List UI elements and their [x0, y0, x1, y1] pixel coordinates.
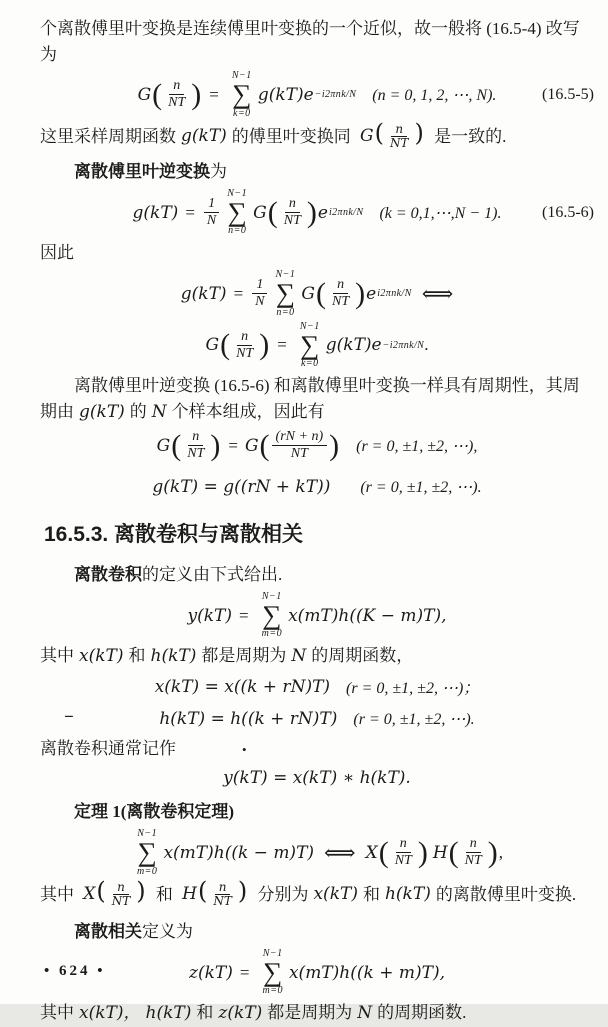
- equation-G-periodic: [40, 429, 594, 462]
- numerator: n: [396, 836, 411, 853]
- paren: (: [171, 428, 182, 462]
- sigma-symbol: ∑: [232, 79, 252, 109]
- denominator: NT: [213, 894, 232, 909]
- text-run: 其中: [40, 1003, 74, 1023]
- condition: (r = 0, ±1, ±2, ⋯).: [360, 479, 482, 497]
- math-X-frac: [83, 877, 146, 909]
- paragraph-dft-of-xh: [40, 877, 594, 910]
- math-G-frac: [360, 119, 425, 151]
- text-run: 和: [128, 646, 146, 666]
- equation-body: [131, 829, 503, 877]
- math-text: G: [301, 283, 316, 304]
- paren: ): [355, 276, 366, 310]
- sum-upper-limit: N−1: [227, 187, 248, 199]
- fraction: [391, 836, 416, 869]
- sigma-symbol: ∑: [300, 329, 320, 360]
- summation: [137, 829, 157, 877]
- math-text: e: [317, 202, 328, 223]
- fraction: [461, 836, 486, 869]
- text-run: 的周期函数.: [377, 1003, 467, 1023]
- math-text: H: [432, 842, 448, 863]
- denominator: NT: [168, 95, 186, 111]
- sum-lower-limit: m=0: [262, 985, 283, 997]
- math-text: G: [156, 435, 171, 456]
- equals-sign: =: [239, 605, 249, 625]
- condition: (r = 0, ±1, ±2, ⋯).: [353, 710, 475, 728]
- equation-body: [133, 189, 502, 237]
- math-text: y(kT) = x(kT) ∗ h(kT).: [223, 768, 411, 789]
- text-run: 其中: [40, 884, 74, 904]
- paren: ): [259, 328, 270, 362]
- sum-upper-limit: N−1: [275, 268, 296, 280]
- math-text: x(mT)h((K − m)T),: [288, 605, 447, 626]
- paragraph-notation: [40, 736, 594, 762]
- numerator: n: [215, 881, 231, 896]
- summation: [300, 322, 320, 370]
- summation: [227, 189, 247, 237]
- text-run: 和: [362, 884, 380, 904]
- fraction: [251, 277, 268, 310]
- paragraph-periodic-functions: [40, 643, 594, 670]
- paren: ): [414, 119, 424, 148]
- paren: (: [220, 328, 231, 362]
- numerator: n: [466, 836, 481, 853]
- paragraph-inverse-dft-lead: [40, 159, 594, 185]
- math-gkt: g(kT): [181, 126, 227, 147]
- paragraph-periodicity: [40, 373, 594, 425]
- equation-body: [189, 949, 445, 997]
- numerator: (rN + n): [272, 429, 328, 446]
- math-xkt: x(kT)，: [79, 1003, 141, 1024]
- fraction: [232, 329, 257, 362]
- equation-number: (16.5-5): [542, 85, 594, 103]
- paragraph-convolution-lead: [40, 562, 594, 588]
- math-text: X: [365, 842, 378, 863]
- math-text: g(kT)e: [257, 84, 314, 105]
- paren: (: [197, 877, 208, 906]
- paren: (: [96, 877, 106, 906]
- equation-body: [223, 768, 411, 788]
- equals-sign: =: [209, 84, 219, 104]
- fraction: [386, 123, 413, 152]
- fraction: [272, 429, 328, 462]
- sigma-symbol: ∑: [227, 196, 247, 227]
- condition: (n = 0, 1, 2, ⋯, N).: [372, 86, 497, 104]
- comma: ,: [498, 842, 504, 862]
- math-text: X: [83, 884, 96, 905]
- equation-number: (16.5-6): [542, 203, 594, 221]
- sigma-symbol: ∑: [275, 277, 296, 308]
- math-text: x(mT)h((k + m)T),: [288, 962, 445, 983]
- equation-body: [159, 709, 474, 729]
- equals-sign: =: [239, 962, 250, 982]
- condition: (r = 0, ±1, ±2, ⋯)；: [346, 680, 480, 698]
- math-text: G: [244, 435, 259, 456]
- fraction: [328, 277, 353, 310]
- paren: ): [136, 877, 146, 906]
- equation-16-5-6: [40, 189, 594, 237]
- denominator: NT: [464, 853, 482, 869]
- sum-upper-limit: N−1: [299, 320, 320, 332]
- text-run: 个样本组成，因此有: [171, 401, 325, 421]
- math-text: g(kT): [132, 202, 179, 223]
- text-run: 和: [196, 1003, 214, 1023]
- fraction: [280, 196, 305, 229]
- equation-body: [157, 429, 478, 462]
- denominator: NT: [236, 345, 254, 361]
- exponent: −i2πnk/N: [314, 89, 357, 101]
- paren: ): [237, 877, 248, 906]
- math-text: G: [205, 335, 220, 356]
- paragraph-correlation-lead: [40, 919, 594, 945]
- math-gkt: g(kT): [79, 401, 125, 422]
- equals-sign: =: [228, 435, 238, 455]
- text-run: 的傅里叶变换同: [231, 126, 351, 146]
- denominator: NT: [283, 213, 301, 229]
- math-hkt: h(kT): [145, 1003, 192, 1024]
- math-text: h(kT) = h((k + rN)T): [159, 708, 338, 729]
- text-run: 离散卷积通常记作: [40, 738, 176, 758]
- math-text: H: [182, 884, 197, 905]
- math-text: g(kT) = g((rN + kT)): [152, 477, 331, 498]
- paren: ): [306, 195, 317, 229]
- math-text: g(kT)e: [325, 335, 382, 356]
- paragraph-sampling-note: [40, 119, 594, 152]
- numerator: n: [113, 881, 129, 896]
- math-N: N: [291, 646, 307, 667]
- math-N: N: [357, 1003, 373, 1024]
- math-text: g(kT): [180, 283, 227, 304]
- double-arrow-icon: ⟺: [324, 839, 356, 865]
- numerator: n: [333, 277, 348, 294]
- math-text: G: [137, 84, 152, 105]
- denominator: NT: [394, 853, 412, 869]
- paren: (: [374, 119, 385, 148]
- paren: ): [487, 835, 498, 869]
- denominator: N: [255, 294, 265, 310]
- condition: (k = 0,1,⋯,N − 1).: [379, 204, 502, 222]
- fraction: [183, 429, 208, 462]
- numerator: 1: [204, 196, 219, 213]
- exponent: −i2πnk/N: [382, 339, 425, 351]
- stray-dot: •: [242, 741, 247, 757]
- paragraph-intro: 个离散傅里叶变换是连续傅里叶变换的一个近似，故一般将 (16.5-4) 改写为: [40, 19, 580, 64]
- math-hkt: h(kT): [150, 646, 197, 667]
- math-text: e: [366, 283, 377, 304]
- numerator: 1: [252, 277, 267, 294]
- equation-body: [138, 71, 497, 119]
- section-heading-16-5-3: 16.5.3. 离散卷积与离散相关: [44, 523, 304, 547]
- equation-16-5-5: [40, 71, 594, 119]
- text-run: 的离散傅里叶变换.: [435, 884, 577, 904]
- bold-term: 离散相关: [74, 922, 142, 942]
- sigma-symbol: ∑: [263, 956, 283, 987]
- bold-term: 离散卷积: [74, 565, 142, 585]
- paren: (: [316, 276, 327, 310]
- summation: [262, 592, 282, 640]
- text-run: 离散傅里叶逆变换 (16.5-6) 和离散傅里叶变换一样具有周期性，其周期由: [40, 376, 580, 421]
- paren: (: [152, 77, 163, 111]
- sum-upper-limit: N−1: [261, 590, 282, 602]
- math-text: y(kT): [187, 605, 233, 626]
- paren: (: [259, 428, 270, 462]
- fraction: [164, 78, 189, 111]
- paren: ): [417, 835, 428, 869]
- math-text: G: [253, 202, 267, 223]
- paragraph-theorem-1: 定理 1(离散卷积定理): [74, 802, 235, 822]
- denominator: NT: [187, 446, 205, 462]
- text-run: 定义为: [142, 922, 193, 942]
- summation: [262, 949, 282, 997]
- equation-x-periodic: [40, 672, 594, 702]
- paren: (: [267, 195, 278, 229]
- text-run: 为: [210, 162, 227, 182]
- equation-pair-forward: [40, 270, 594, 318]
- fraction: [209, 881, 236, 910]
- equation-body: [181, 270, 453, 318]
- sum-lower-limit: k=0: [233, 107, 251, 119]
- equation-body: [206, 322, 429, 370]
- denominator: N: [206, 213, 217, 229]
- numerator: n: [237, 329, 252, 346]
- exponent: i2πnk/N: [377, 288, 412, 300]
- math-text: x(mT)h((k − m)T): [163, 842, 315, 863]
- sum-lower-limit: n=0: [228, 225, 247, 237]
- sum-lower-limit: n=0: [276, 306, 295, 318]
- math-xkt: x(kT): [313, 884, 358, 905]
- condition: (r = 0, ±1, ±2, ⋯),: [356, 437, 478, 455]
- denominator: NT: [290, 446, 308, 462]
- math-hkt: h(kT): [384, 884, 431, 905]
- math-N: N: [151, 401, 167, 422]
- summation: [276, 270, 296, 318]
- numerator: n: [285, 196, 300, 213]
- equals-sign: =: [185, 202, 195, 222]
- margin-dash: −: [64, 707, 74, 727]
- math-xkt: x(kT): [79, 646, 124, 667]
- equation-convolution-def: [40, 592, 594, 640]
- sum-lower-limit: m=0: [261, 628, 283, 640]
- sum-lower-limit: m=0: [136, 865, 158, 877]
- paren: ): [210, 428, 221, 462]
- equation-correlation-def: [40, 949, 594, 997]
- text-run: 这里采样周期函数: [40, 126, 176, 146]
- text-run: 是一致的.: [434, 126, 507, 146]
- paren: (: [448, 835, 459, 869]
- equation-convolution-notation: [40, 763, 594, 793]
- denominator: NT: [111, 894, 131, 909]
- text-run: 的定义由下式给出.: [142, 565, 283, 585]
- text-run: 和: [155, 884, 173, 904]
- text-run: 的: [129, 401, 147, 421]
- sigma-symbol: ∑: [262, 599, 282, 630]
- math-H-frac: [182, 877, 248, 909]
- text-run: 分别为: [257, 884, 309, 904]
- paragraph-correlation-periodic: [40, 1000, 594, 1027]
- page-number: • 624 •: [44, 963, 106, 979]
- sum-lower-limit: k=0: [300, 358, 319, 370]
- math-zkt: z(kT): [218, 1003, 263, 1024]
- sigma-symbol: ∑: [137, 836, 157, 867]
- double-arrow-icon: ⟺: [421, 280, 454, 306]
- equation-h-periodic: [40, 704, 594, 734]
- equation-pair-inverse: [40, 322, 594, 370]
- text-run: 都是周期为: [267, 1003, 353, 1023]
- period: .: [424, 335, 429, 355]
- equals-sign: =: [277, 335, 287, 355]
- denominator: NT: [390, 136, 409, 151]
- text-run: 的周期函数，: [311, 646, 414, 666]
- paren: (: [378, 835, 389, 869]
- equation-g-periodic: [40, 472, 594, 502]
- denominator: NT: [332, 294, 350, 310]
- numerator: n: [391, 123, 407, 138]
- equation-body: [155, 675, 480, 698]
- math-text: G: [360, 126, 374, 147]
- math-text: z(kT): [189, 962, 233, 983]
- paragraph-therefore: 因此: [40, 243, 74, 263]
- numerator: n: [188, 429, 203, 446]
- bold-term: 离散傅里叶逆变换: [74, 162, 210, 182]
- summation: [232, 71, 252, 119]
- sum-upper-limit: N−1: [137, 827, 158, 839]
- equation-body: [152, 477, 481, 497]
- equals-sign: =: [233, 283, 244, 303]
- paren: ): [191, 77, 202, 111]
- math-text: x(kT) = x((k + rN)T): [154, 676, 331, 697]
- equation-convolution-theorem: [40, 829, 594, 877]
- paren: ): [329, 428, 340, 462]
- fraction: [203, 196, 220, 229]
- exponent: i2πnk/N: [328, 207, 364, 219]
- text-run: 都是周期为: [201, 646, 287, 666]
- numerator: n: [169, 78, 184, 95]
- sum-upper-limit: N−1: [262, 947, 283, 959]
- equation-body: [188, 592, 447, 640]
- fraction: [108, 881, 135, 910]
- text-run: 其中: [40, 646, 74, 666]
- sum-upper-limit: N−1: [231, 70, 252, 81]
